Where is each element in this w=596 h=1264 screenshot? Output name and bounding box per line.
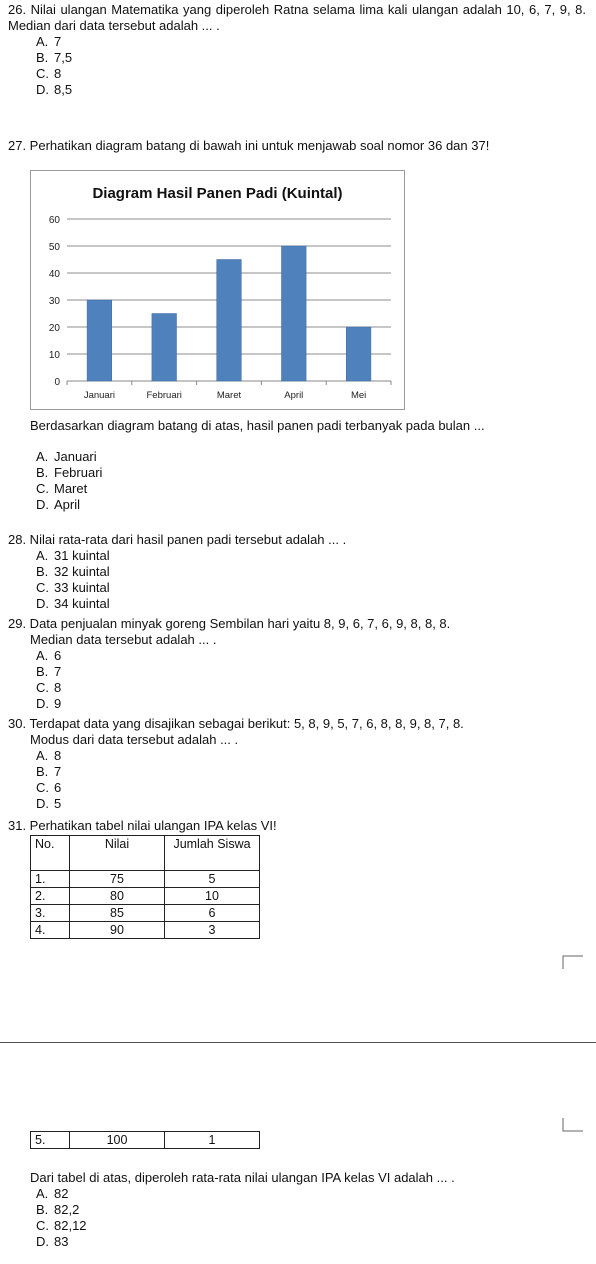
option[interactable]: D. 83	[36, 1234, 69, 1249]
bar	[87, 300, 112, 381]
option[interactable]: C. 8	[36, 680, 62, 695]
option[interactable]: B. 82,2	[36, 1202, 80, 1217]
question-31-part2	[8, 1170, 586, 1250]
y-tick-label: 50	[48, 242, 60, 253]
question-27	[8, 138, 586, 154]
option[interactable]: C. 6	[36, 780, 62, 795]
question-29-text: 29. Data penjualan minyak goreng Sembilan hari yaitu 8, 9, 6, 7, 6, 9, 8, 8, 8.	[8, 616, 451, 631]
option[interactable]: B. Februari	[36, 465, 103, 480]
bar	[346, 327, 371, 381]
question-30-options	[8, 748, 586, 812]
option[interactable]: A. 82	[36, 1186, 69, 1201]
y-tick-label: 10	[48, 350, 60, 361]
table-header-row	[31, 836, 260, 871]
bar	[281, 246, 306, 381]
question-31-after-text: Dari tabel di atas, diperoleh rata-rata nilai ulangan IPA kelas VI adalah ... .	[30, 1170, 455, 1185]
x-tick-label: Mei	[350, 390, 367, 401]
option[interactable]: A. 6	[36, 648, 62, 663]
bar-chart-svg	[31, 171, 404, 409]
option[interactable]: D. April	[36, 497, 81, 512]
option[interactable]: D. 8,5	[36, 82, 73, 97]
option[interactable]: D. 34 kuintal	[36, 596, 110, 611]
option[interactable]: A. 31 kuintal	[36, 548, 110, 563]
question-28	[8, 532, 586, 612]
question-27-text: 27. Perhatikan diagram batang di bawah ini untuk menjawab soal nomor 36 dan 37!	[8, 138, 490, 153]
option[interactable]: C. Maret	[36, 481, 88, 496]
question-29	[8, 616, 586, 712]
y-tick-label: 30	[48, 296, 60, 307]
option[interactable]: C. 82,12	[36, 1218, 87, 1233]
question-30-text2: Modus dari data tersebut adalah ... .	[30, 732, 239, 747]
question-27-options	[8, 449, 586, 513]
x-tick-label: Maret	[216, 390, 242, 401]
bar	[152, 314, 177, 382]
x-tick-label: Februari	[146, 390, 182, 401]
question-31-options	[8, 1186, 586, 1250]
option[interactable]: B. 32 kuintal	[36, 564, 110, 579]
question-28-text: 28. Nilai rata-rata dari hasil panen padi tersebut adalah ... .	[8, 532, 347, 547]
question-31-text: 31. Perhatikan tabel nilai ulangan IPA kelas VI!	[8, 818, 277, 833]
table-row: 3. 85 6	[31, 905, 260, 922]
question-31	[8, 818, 586, 834]
question-26	[8, 2, 586, 98]
question-26-text: 26. Nilai ulangan Matematika yang diperoleh Ratna selama lima kali ulangan adalah 10, 6, 7, 9, 8. Median dari data tersebut adalah ... .	[8, 2, 586, 33]
header-jumlah-siswa: Jumlah Siswa	[165, 836, 260, 871]
score-table	[30, 835, 260, 939]
y-tick-label: 20	[48, 323, 60, 334]
question-30-text: 30. Terdapat data yang disajikan sebagai berikut: 5, 8, 9, 5, 7, 6, 8, 8, 9, 8, 7, 8.	[8, 716, 464, 731]
table-row: 2. 80 10	[31, 888, 260, 905]
question-28-options	[8, 548, 586, 612]
question-27-after-text: Berdasarkan diagram batang di atas, hasil panen padi terbanyak pada bulan ...	[30, 418, 485, 433]
option[interactable]: B. 7	[36, 664, 62, 679]
question-26-options	[8, 34, 586, 98]
question-29-text2: Median data tersebut adalah ... .	[30, 632, 217, 647]
option[interactable]: A. 8	[36, 748, 62, 763]
header-no: No.	[31, 836, 70, 871]
page-break-line	[0, 1042, 596, 1043]
header-nilai: Nilai	[70, 836, 165, 871]
question-27-part2	[8, 418, 586, 513]
table-row: 5. 100 1	[31, 1132, 260, 1149]
y-tick-label: 0	[54, 377, 60, 388]
y-tick-label: 40	[48, 269, 60, 280]
table-row: 4. 90 3	[31, 922, 260, 939]
y-tick-label: 60	[48, 215, 60, 226]
bar-chart	[30, 170, 405, 410]
option[interactable]: A. 7	[36, 34, 62, 49]
bar	[217, 260, 242, 382]
x-tick-label: April	[284, 390, 304, 401]
option[interactable]: D. 9	[36, 696, 62, 711]
x-tick-label: Januari	[83, 390, 115, 401]
option[interactable]: D. 5	[36, 796, 62, 811]
option[interactable]: B. 7	[36, 764, 62, 779]
page-corner-mark-top	[562, 955, 584, 969]
question-29-options	[8, 648, 586, 712]
option[interactable]: A. Januari	[36, 449, 97, 464]
table-row: 1. 75 5	[31, 871, 260, 888]
option[interactable]: C. 33 kuintal	[36, 580, 110, 595]
page-corner-mark-bottom	[562, 1118, 584, 1132]
score-table-continued	[30, 1131, 260, 1149]
option[interactable]: C. 8	[36, 66, 62, 81]
question-30	[8, 716, 586, 812]
option[interactable]: B. 7,5	[36, 50, 73, 65]
chart-title: Diagram Hasil Panen Padi (Kuintal)	[92, 185, 343, 202]
